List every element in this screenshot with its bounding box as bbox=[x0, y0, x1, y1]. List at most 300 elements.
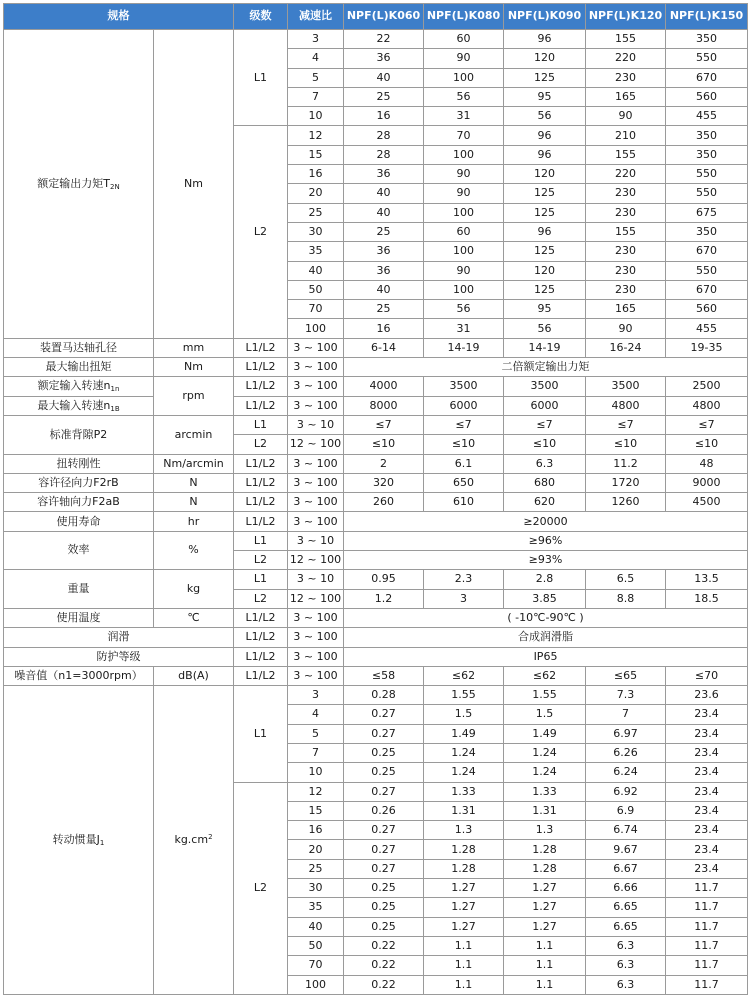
torque-unit-text: Nm bbox=[184, 176, 203, 190]
value-cell-text: 675 bbox=[696, 205, 717, 219]
ratio-cell bbox=[288, 531, 344, 550]
ratio-cell-text: 100 bbox=[305, 977, 326, 991]
ratio-cell bbox=[288, 49, 344, 68]
value-cell bbox=[344, 493, 424, 512]
max_torque-label bbox=[4, 358, 154, 377]
value-cell-text: 100 bbox=[453, 282, 474, 296]
value-cell bbox=[586, 338, 666, 357]
noise-unit bbox=[154, 666, 234, 685]
value-cell bbox=[666, 49, 748, 68]
value-cell bbox=[344, 203, 424, 222]
value-cell-text: 120 bbox=[534, 51, 555, 65]
ratio-cell bbox=[288, 724, 344, 743]
value-cell bbox=[586, 705, 666, 724]
value-cell-text: 40 bbox=[376, 186, 391, 200]
value-cell bbox=[586, 975, 666, 994]
value-cell-text: 11.7 bbox=[694, 881, 719, 895]
noise-label bbox=[4, 666, 154, 685]
ratio-cell-text: 12 ~ 100 bbox=[289, 437, 342, 451]
value-cell-text: 2.3 bbox=[454, 572, 473, 586]
value-cell-text: 28 bbox=[376, 147, 391, 161]
value-cell-text: 6.1 bbox=[454, 456, 473, 470]
stage-cell bbox=[234, 512, 288, 531]
value-cell-text: 1.3 bbox=[535, 823, 554, 837]
value-cell bbox=[504, 435, 586, 454]
ratio-cell-text: 3 ~ 100 bbox=[293, 630, 338, 644]
stage-cell-text: L1/L2 bbox=[245, 649, 276, 663]
value-cell-text: 1.2 bbox=[374, 591, 393, 605]
header-row bbox=[4, 4, 748, 30]
table-row bbox=[4, 454, 748, 473]
efficiency-unit-text: % bbox=[188, 543, 199, 557]
ratio-cell bbox=[288, 338, 344, 357]
ratio-cell bbox=[288, 512, 344, 531]
value-cell bbox=[344, 840, 424, 859]
value-cell bbox=[586, 936, 666, 955]
value-cell-text: 31 bbox=[456, 109, 471, 123]
value-cell bbox=[344, 396, 424, 415]
value-cell bbox=[424, 454, 504, 473]
ratio-cell-text: 3 ~ 10 bbox=[296, 533, 335, 547]
value-cell-text: 6.65 bbox=[613, 900, 638, 914]
ratio-cell-text: 25 bbox=[308, 205, 323, 219]
value-cell bbox=[586, 570, 666, 589]
radial-unit-text: N bbox=[189, 475, 198, 489]
stage-cell-text: L2 bbox=[253, 881, 268, 895]
value-cell-text: 125 bbox=[534, 244, 555, 258]
value-cell bbox=[586, 165, 666, 184]
table-row bbox=[4, 570, 748, 589]
efficiency-unit bbox=[154, 531, 234, 570]
ratio-cell bbox=[288, 222, 344, 241]
lubrication-value bbox=[344, 628, 748, 647]
header-k080: NPF(L)K080 bbox=[424, 4, 504, 30]
value-cell-text: 1.27 bbox=[532, 919, 557, 933]
value-cell bbox=[586, 377, 666, 396]
value-cell bbox=[666, 415, 748, 434]
ratio-cell bbox=[288, 126, 344, 145]
ratio-cell-text: 7 bbox=[312, 746, 319, 760]
value-cell-text: 6.65 bbox=[613, 919, 638, 933]
temperature-unit bbox=[154, 608, 234, 627]
value-cell-text: 0.25 bbox=[371, 881, 396, 895]
radial-unit bbox=[154, 473, 234, 492]
value-cell-text: 0.22 bbox=[371, 958, 396, 972]
value-cell bbox=[666, 763, 748, 782]
value-cell-text: ≤7 bbox=[698, 418, 715, 432]
ratio-cell bbox=[288, 801, 344, 820]
backlash-label bbox=[4, 415, 154, 454]
value-cell-text: 610 bbox=[453, 495, 474, 509]
protection-label-text: 防护等级 bbox=[96, 649, 141, 663]
value-cell-text: 100 bbox=[453, 147, 474, 161]
value-cell bbox=[424, 377, 504, 396]
value-cell-text: 90 bbox=[456, 167, 471, 181]
value-cell-text: 6000 bbox=[530, 398, 559, 412]
max_torque-value-text: 二倍额定输出力矩 bbox=[501, 360, 590, 374]
speed-max-label-sub: 1B bbox=[110, 404, 120, 413]
value-cell bbox=[504, 165, 586, 184]
stage-cell-text: L1 bbox=[253, 70, 268, 84]
ratio-cell-text: 50 bbox=[308, 939, 323, 953]
value-cell-text: 1720 bbox=[611, 475, 640, 489]
value-cell-text: 3500 bbox=[611, 379, 640, 393]
torque-label-sub: 2N bbox=[110, 182, 120, 191]
ratio-cell-text: 70 bbox=[308, 958, 323, 972]
value-cell bbox=[586, 319, 666, 338]
ratio-cell bbox=[288, 87, 344, 106]
stage-cell-text: L2 bbox=[253, 553, 268, 567]
value-cell-text: 230 bbox=[615, 186, 636, 200]
value-cell bbox=[504, 30, 586, 49]
life-value bbox=[344, 512, 748, 531]
header-spec: 规格 bbox=[4, 4, 234, 30]
value-cell bbox=[504, 261, 586, 280]
value-cell bbox=[504, 859, 586, 878]
value-cell bbox=[424, 975, 504, 994]
value-cell-text: 0.27 bbox=[371, 707, 396, 721]
stage-cell bbox=[234, 358, 288, 377]
bore-label-text: 装置马达轴孔径 bbox=[40, 340, 117, 354]
value-cell-text: 550 bbox=[696, 167, 717, 181]
value-cell bbox=[344, 898, 424, 917]
value-cell-text: 155 bbox=[615, 32, 636, 46]
value-cell-text: 1.28 bbox=[532, 861, 557, 875]
value-cell-text: 23.4 bbox=[694, 726, 719, 740]
value-cell bbox=[586, 415, 666, 434]
ratio-cell bbox=[288, 358, 344, 377]
value-cell bbox=[504, 126, 586, 145]
value-cell-text: 350 bbox=[696, 128, 717, 142]
value-cell-text: 18.5 bbox=[694, 591, 719, 605]
ratio-cell-text: 3 ~ 100 bbox=[293, 611, 338, 624]
value-cell-text: 11.7 bbox=[694, 939, 719, 953]
value-cell-text: 14-19 bbox=[528, 340, 561, 354]
backlash-unit-text: arcmin bbox=[174, 427, 213, 441]
value-cell bbox=[344, 319, 424, 338]
ratio-cell-text: 30 bbox=[308, 225, 323, 239]
value-cell-text: 6.9 bbox=[616, 803, 635, 817]
value-cell-text: 0.27 bbox=[371, 726, 396, 740]
speed-max-label-text: 最大输入转速n bbox=[37, 398, 111, 412]
value-cell bbox=[586, 107, 666, 126]
value-cell-text: 9.67 bbox=[613, 842, 638, 856]
value-cell-text: 56 bbox=[456, 302, 471, 316]
inertia-unit bbox=[154, 686, 234, 995]
axial-unit-text: N bbox=[189, 495, 198, 509]
stage-cell-text: L2 bbox=[253, 225, 268, 239]
value-cell bbox=[504, 666, 586, 685]
value-cell-text: 1.55 bbox=[532, 688, 557, 702]
value-cell-text: 4000 bbox=[369, 379, 398, 393]
stage-cell bbox=[234, 415, 288, 434]
value-cell-text: 3 bbox=[460, 591, 467, 605]
radial-label bbox=[4, 473, 154, 492]
table-row bbox=[4, 666, 748, 685]
value-cell bbox=[344, 570, 424, 589]
stage-cell-text: L2 bbox=[253, 437, 268, 451]
value-cell-text: 3500 bbox=[530, 379, 559, 393]
value-cell bbox=[424, 917, 504, 936]
value-cell bbox=[666, 280, 748, 299]
value-cell bbox=[586, 763, 666, 782]
value-cell-text: 155 bbox=[615, 147, 636, 161]
ratio-cell bbox=[288, 551, 344, 570]
value-cell-text: 48 bbox=[699, 456, 714, 470]
ratio-cell-text: 20 bbox=[308, 842, 323, 856]
bore-unit bbox=[154, 338, 234, 357]
ratio-cell bbox=[288, 165, 344, 184]
efficiency-value-text: ≥93% bbox=[528, 553, 563, 567]
value-cell-text: 9000 bbox=[692, 475, 721, 489]
value-cell bbox=[504, 222, 586, 241]
table-row bbox=[4, 377, 748, 396]
ratio-cell-text: 5 bbox=[312, 726, 319, 740]
value-cell bbox=[666, 242, 748, 261]
value-cell-text: 230 bbox=[615, 70, 636, 84]
value-cell-text: 230 bbox=[615, 282, 636, 296]
value-cell-text: ≤62 bbox=[532, 668, 557, 682]
value-cell bbox=[504, 338, 586, 357]
value-cell-text: 11.7 bbox=[694, 977, 719, 991]
lubrication-value-text: 合成润滑脂 bbox=[518, 630, 573, 644]
value-cell-text: 100 bbox=[453, 205, 474, 219]
value-cell bbox=[586, 956, 666, 975]
value-cell bbox=[344, 975, 424, 994]
value-cell-text: 125 bbox=[534, 205, 555, 219]
value-cell bbox=[344, 821, 424, 840]
ratio-cell bbox=[288, 686, 344, 705]
value-cell-text: 23.6 bbox=[694, 688, 719, 702]
stage-cell-text: L1/L2 bbox=[245, 398, 276, 412]
value-cell-text: 4500 bbox=[692, 495, 721, 509]
value-cell-text: 96 bbox=[537, 147, 552, 161]
ratio-cell bbox=[288, 261, 344, 280]
value-cell bbox=[586, 203, 666, 222]
ratio-cell-text: 3 ~ 100 bbox=[293, 495, 338, 509]
value-cell-text: 455 bbox=[696, 321, 717, 335]
stage-cell-text: L1/L2 bbox=[245, 456, 276, 470]
noise-unit-text: dB(A) bbox=[178, 668, 209, 682]
value-cell bbox=[344, 145, 424, 164]
value-cell-text: 6.92 bbox=[613, 784, 638, 798]
weight-unit-text: kg bbox=[186, 582, 201, 596]
value-cell-text: 96 bbox=[537, 32, 552, 46]
speed-rated-label-sub: 1n bbox=[110, 385, 120, 394]
efficiency-value bbox=[344, 531, 748, 550]
ratio-cell-text: 50 bbox=[308, 282, 323, 296]
stage-cell bbox=[234, 782, 288, 994]
value-cell bbox=[666, 165, 748, 184]
value-cell-text: 560 bbox=[696, 302, 717, 316]
value-cell bbox=[504, 763, 586, 782]
stage-cell-text: L1/L2 bbox=[245, 360, 276, 374]
ratio-cell bbox=[288, 203, 344, 222]
value-cell-text: 96 bbox=[537, 225, 552, 239]
value-cell bbox=[344, 782, 424, 801]
value-cell-text: 96 bbox=[537, 128, 552, 142]
value-cell-text: 350 bbox=[696, 147, 717, 161]
value-cell bbox=[424, 203, 504, 222]
value-cell-text: 23.4 bbox=[694, 707, 719, 721]
value-cell bbox=[344, 936, 424, 955]
value-cell bbox=[666, 454, 748, 473]
value-cell-text: 0.95 bbox=[371, 572, 396, 586]
value-cell bbox=[586, 801, 666, 820]
temperature-unit-text: ℃ bbox=[187, 611, 200, 624]
value-cell-text: 125 bbox=[534, 70, 555, 84]
value-cell-text: 1.55 bbox=[451, 688, 476, 702]
ratio-cell bbox=[288, 377, 344, 396]
temperature-value-text: ( -10℃-90℃ ) bbox=[507, 611, 584, 624]
weight-unit bbox=[154, 570, 234, 609]
speed-rated-label-text: 额定输入转速n bbox=[37, 379, 111, 393]
value-cell-text: 36 bbox=[376, 263, 391, 277]
ratio-cell-text: 40 bbox=[308, 919, 323, 933]
table-row bbox=[4, 30, 748, 49]
value-cell-text: 1.1 bbox=[454, 939, 473, 953]
value-cell bbox=[666, 686, 748, 705]
value-cell-text: 28 bbox=[376, 128, 391, 142]
value-cell-text: 0.25 bbox=[371, 919, 396, 933]
efficiency-label bbox=[4, 531, 154, 570]
value-cell bbox=[586, 898, 666, 917]
value-cell bbox=[666, 338, 748, 357]
value-cell bbox=[504, 473, 586, 492]
ratio-cell-text: 3 ~ 100 bbox=[293, 514, 338, 528]
value-cell-text: 0.25 bbox=[371, 900, 396, 914]
value-cell-text: 0.27 bbox=[371, 861, 396, 875]
value-cell bbox=[424, 319, 504, 338]
ratio-cell bbox=[288, 319, 344, 338]
value-cell bbox=[666, 107, 748, 126]
value-cell bbox=[666, 859, 748, 878]
value-cell bbox=[424, 184, 504, 203]
stage-cell bbox=[234, 338, 288, 357]
lubrication-label bbox=[4, 628, 234, 647]
value-cell-text: 95 bbox=[537, 302, 552, 316]
value-cell-text: 60 bbox=[456, 225, 471, 239]
value-cell bbox=[424, 145, 504, 164]
value-cell bbox=[424, 666, 504, 685]
value-cell-text: 95 bbox=[537, 89, 552, 103]
table-row bbox=[4, 531, 748, 550]
value-cell bbox=[586, 68, 666, 87]
value-cell-text: 100 bbox=[453, 70, 474, 84]
efficiency-label-text: 效率 bbox=[67, 543, 90, 557]
value-cell bbox=[586, 126, 666, 145]
table-row bbox=[4, 396, 748, 415]
value-cell bbox=[424, 415, 504, 434]
value-cell bbox=[424, 821, 504, 840]
axial-label-text: 容许轴向力F2aB bbox=[37, 495, 120, 509]
rigidity-label bbox=[4, 454, 154, 473]
value-cell-text: 22 bbox=[376, 32, 391, 46]
value-cell-text: 40 bbox=[376, 70, 391, 84]
protection-value-text: IP65 bbox=[533, 649, 558, 663]
stage-cell bbox=[234, 531, 288, 550]
ratio-cell-text: 70 bbox=[308, 302, 323, 316]
stage-cell-text: L1 bbox=[253, 533, 268, 547]
stage-cell-text: L1/L2 bbox=[245, 495, 276, 509]
temperature-label-text: 使用温度 bbox=[56, 611, 101, 624]
ratio-cell-text: 7 bbox=[312, 89, 319, 103]
value-cell bbox=[424, 242, 504, 261]
value-cell-text: 560 bbox=[696, 89, 717, 103]
value-cell bbox=[344, 415, 424, 434]
backlash-unit bbox=[154, 415, 234, 454]
value-cell bbox=[504, 68, 586, 87]
value-cell-text: 11.7 bbox=[694, 900, 719, 914]
value-cell-text: 1.1 bbox=[454, 977, 473, 991]
value-cell-text: 23.4 bbox=[694, 765, 719, 779]
value-cell bbox=[344, 242, 424, 261]
weight-label bbox=[4, 570, 154, 609]
ratio-cell-text: 15 bbox=[308, 147, 323, 161]
value-cell-text: 0.28 bbox=[371, 688, 396, 702]
value-cell bbox=[586, 821, 666, 840]
value-cell-text: 0.27 bbox=[371, 784, 396, 798]
value-cell bbox=[504, 743, 586, 762]
value-cell bbox=[504, 686, 586, 705]
stage-cell-text: L1 bbox=[253, 418, 268, 432]
life-unit bbox=[154, 512, 234, 531]
life-unit-text: hr bbox=[187, 514, 200, 528]
value-cell bbox=[424, 686, 504, 705]
ratio-cell-text: 5 bbox=[312, 70, 319, 84]
ratio-cell bbox=[288, 647, 344, 666]
speed-rated-label bbox=[4, 377, 154, 396]
value-cell-text: 1.27 bbox=[451, 881, 476, 895]
ratio-cell-text: 100 bbox=[305, 321, 326, 335]
ratio-cell bbox=[288, 589, 344, 608]
inertia-label-sub: 1 bbox=[99, 838, 105, 847]
value-cell bbox=[666, 705, 748, 724]
value-cell-text: 1.27 bbox=[451, 919, 476, 933]
value-cell-text: 7.3 bbox=[616, 688, 635, 702]
table-row bbox=[4, 415, 748, 434]
value-cell bbox=[666, 203, 748, 222]
value-cell-text: ≤62 bbox=[451, 668, 476, 682]
value-cell-text: 23.4 bbox=[694, 842, 719, 856]
ratio-cell bbox=[288, 493, 344, 512]
stage-cell-text: L1/L2 bbox=[245, 340, 276, 354]
ratio-cell-text: 3 ~ 100 bbox=[293, 649, 338, 663]
stage-cell-text: L1 bbox=[253, 726, 268, 740]
value-cell bbox=[424, 589, 504, 608]
value-cell-text: 13.5 bbox=[694, 572, 719, 586]
speed-max-label bbox=[4, 396, 154, 415]
value-cell bbox=[344, 859, 424, 878]
value-cell bbox=[666, 879, 748, 898]
temperature-label bbox=[4, 608, 154, 627]
value-cell bbox=[504, 107, 586, 126]
max_torque-label-text: 最大输出扭矩 bbox=[45, 360, 112, 374]
value-cell bbox=[424, 473, 504, 492]
ratio-cell bbox=[288, 107, 344, 126]
value-cell-text: 1.28 bbox=[532, 842, 557, 856]
protection-label bbox=[4, 647, 234, 666]
value-cell bbox=[586, 145, 666, 164]
value-cell-text: 16 bbox=[376, 321, 391, 335]
value-cell bbox=[344, 743, 424, 762]
stage-cell bbox=[234, 126, 288, 338]
value-cell-text: 90 bbox=[618, 109, 633, 123]
value-cell-text: 4800 bbox=[692, 398, 721, 412]
value-cell bbox=[586, 724, 666, 743]
value-cell-text: 23.4 bbox=[694, 803, 719, 817]
max_torque-value bbox=[344, 358, 748, 377]
